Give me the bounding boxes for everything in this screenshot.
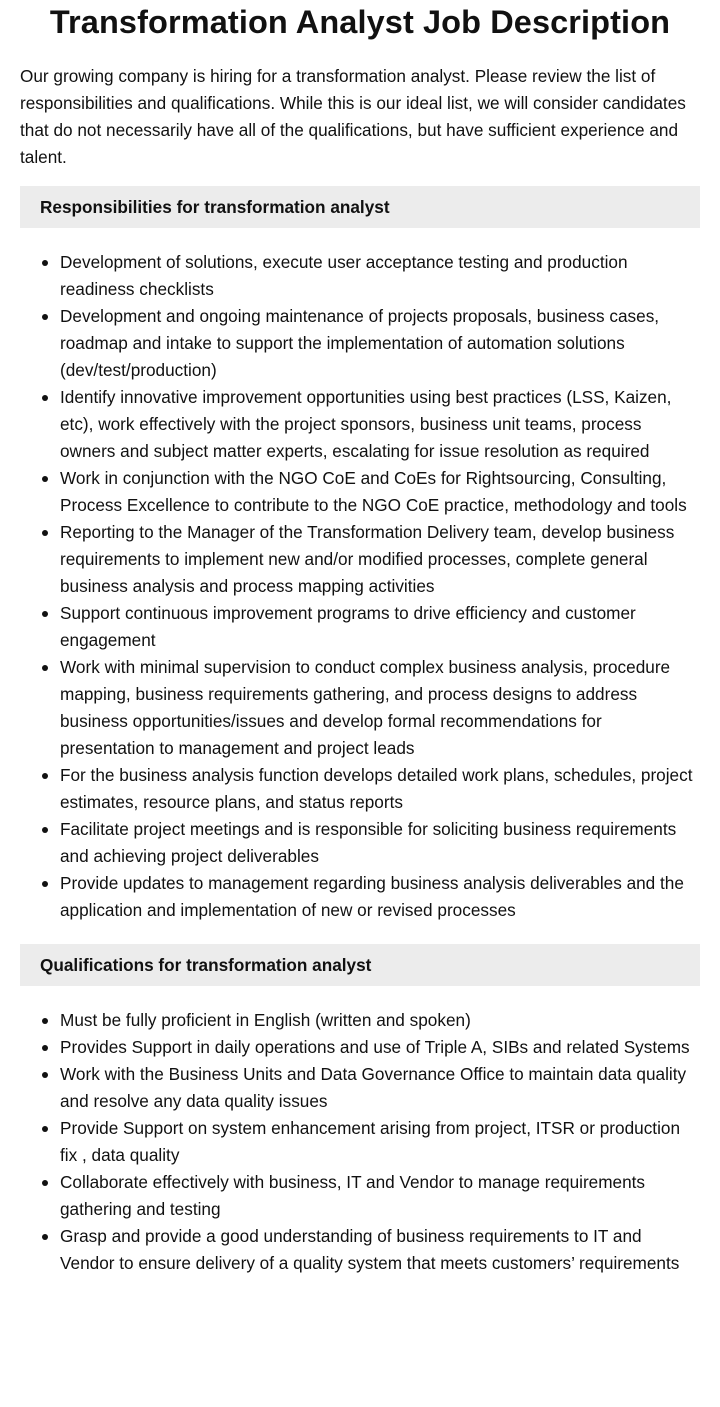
list-item: Grasp and provide a good understanding of business requirements to IT and Vendor to ensure delivery of a quality system that meets customers’ requirements: [60, 1223, 700, 1277]
responsibilities-heading: Responsibilities for transformation analyst: [20, 186, 700, 228]
page-title: Transformation Analyst Job Description: [49, 4, 671, 40]
list-item: Must be fully proficient in English (written and spoken): [60, 1007, 700, 1034]
list-item: Provides Support in daily operations and use of Triple A, SIBs and related Systems: [60, 1034, 700, 1061]
list-item: For the business analysis function develops detailed work plans, schedules, project estimates, resource plans, and status reports: [60, 762, 700, 816]
list-item: Development of solutions, execute user acceptance testing and production readiness checklists: [60, 249, 700, 303]
list-item: Collaborate effectively with business, IT and Vendor to manage requirements gathering and testing: [60, 1169, 700, 1223]
list-item: Provide Support on system enhancement arising from project, ITSR or production fix , data quality: [60, 1115, 700, 1169]
list-item: Development and ongoing maintenance of projects proposals, business cases, roadmap and intake to support the implementation of automation solutions (dev/test/production): [60, 303, 700, 384]
list-item: Work with the Business Units and Data Governance Office to maintain data quality and resolve any data quality issues: [60, 1061, 700, 1115]
list-item: Reporting to the Manager of the Transformation Delivery team, develop business requirements to implement new and/or modified processes, complete general business analysis and process mapping activities: [60, 519, 700, 600]
intro-paragraph: Our growing company is hiring for a transformation analyst. Please review the list of responsibilities and qualifications. While this is our ideal list, we will consider candidates that do not necessarily have all of the qualifications, but have sufficient experience and talent.: [20, 66, 686, 167]
list-item: Facilitate project meetings and is responsible for soliciting business requirements and achieving project deliverables: [60, 816, 700, 870]
list-item: Provide updates to management regarding business analysis deliverables and the application and implementation of new or revised processes: [60, 870, 700, 924]
list-item: Support continuous improvement programs to drive efficiency and customer engagement: [60, 600, 700, 654]
qualifications-list: [20, 1007, 700, 1277]
list-item: Work with minimal supervision to conduct complex business analysis, procedure mapping, business requirements gathering, and process designs to address business opportunities/issues and develop formal recommendations for presentation to management and project leads: [60, 654, 700, 762]
list-item: Identify innovative improvement opportunities using best practices (LSS, Kaizen, etc), work effectively with the project sponsors, business unit teams, process owners and subject matter experts, escalating for issue resolution as required: [60, 384, 700, 465]
qualifications-heading: Qualifications for transformation analyst: [20, 944, 700, 986]
list-item: Work in conjunction with the NGO CoE and CoEs for Rightsourcing, Consulting, Process Excellence to contribute to the NGO CoE practice, methodology and tools: [60, 465, 700, 519]
responsibilities-list: [20, 249, 700, 924]
section-spacer: [20, 924, 700, 929]
